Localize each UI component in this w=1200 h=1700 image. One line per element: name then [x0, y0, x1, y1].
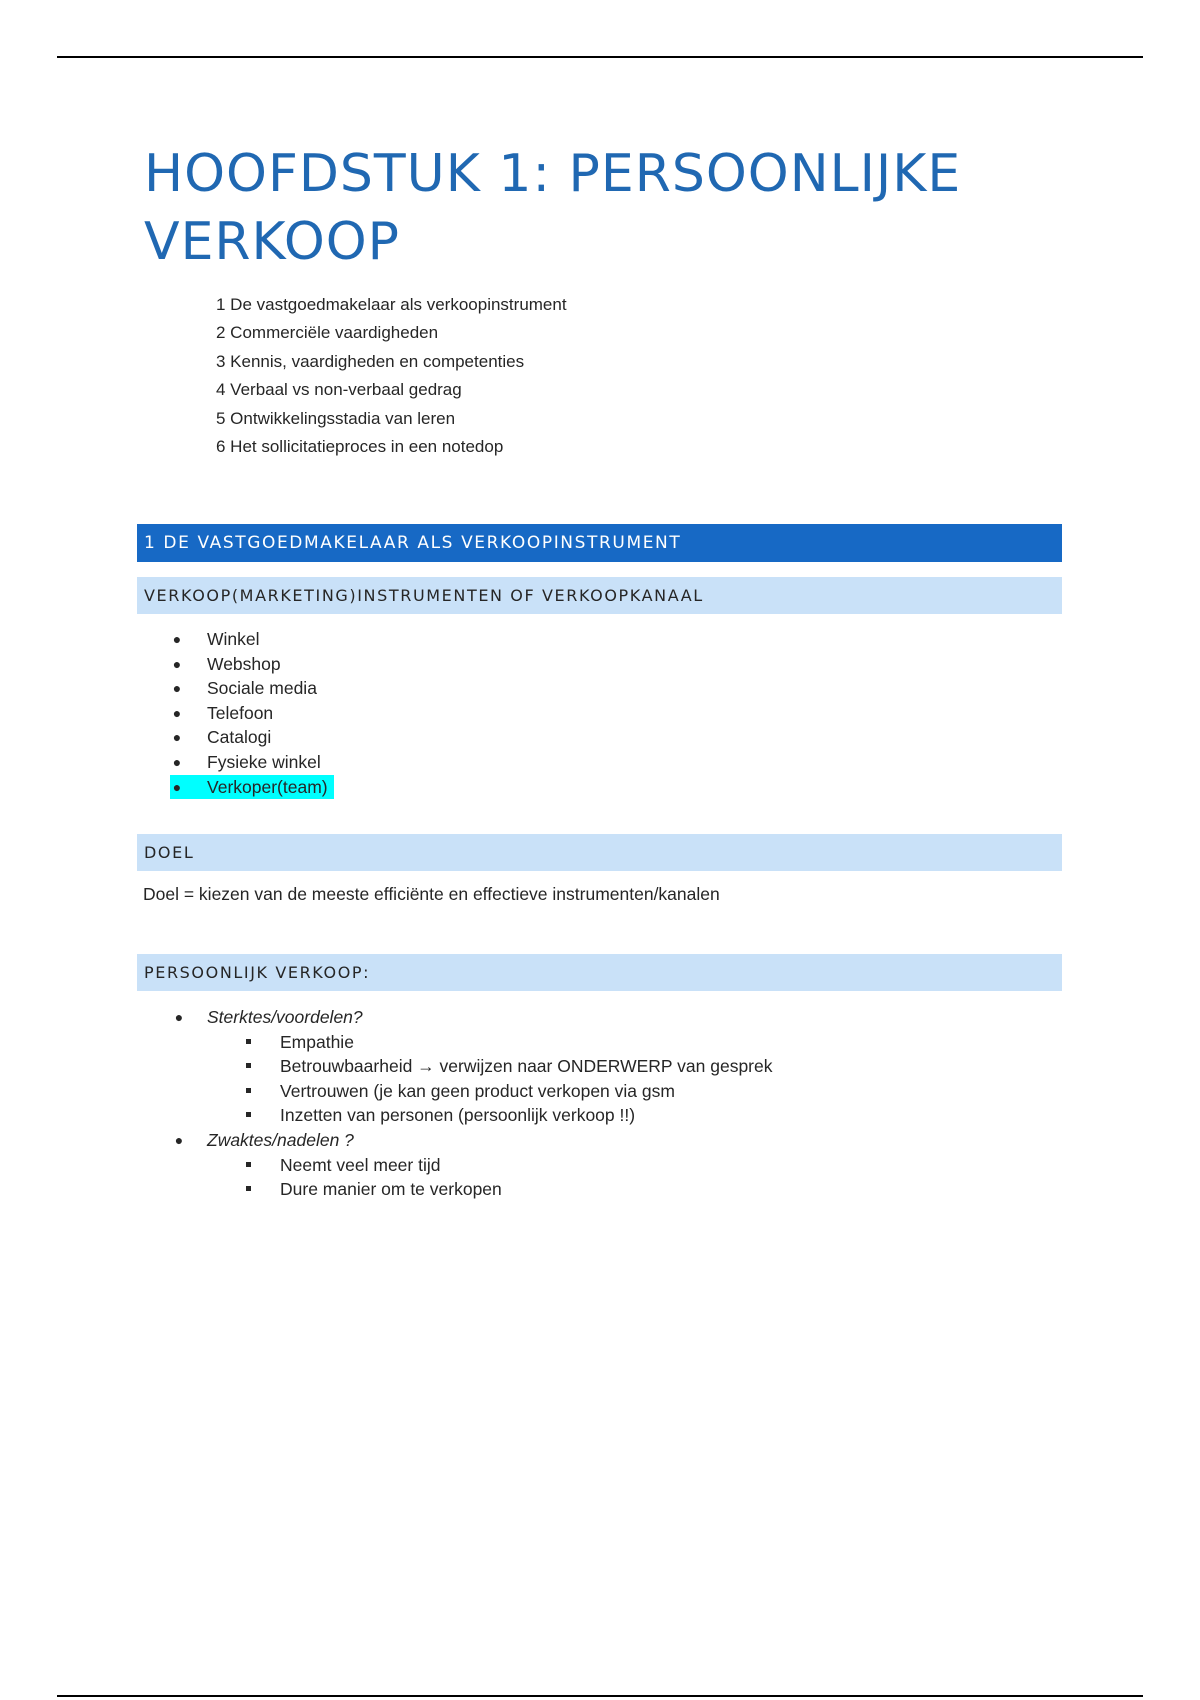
- highlighted-list-item: [170, 775, 334, 800]
- square-bullet-icon: [246, 1162, 251, 1167]
- page-bottom-rule: [57, 1695, 1143, 1697]
- list-item: [170, 725, 334, 750]
- list-item-text: Catalogi: [207, 727, 272, 748]
- toc-item: 2 Commerciële vaardigheden: [216, 323, 439, 343]
- kanalen-list: [170, 627, 334, 799]
- list-item: [170, 1005, 773, 1030]
- section-heading-1: 1 DE VASTGOEDMAKELAAR ALS VERKOOPINSTRUMENT: [137, 524, 1062, 562]
- list-item-text: Sociale media: [207, 678, 317, 699]
- page-top-rule: [57, 56, 1143, 58]
- table-of-contents: [216, 291, 567, 461]
- sterktes-group: [170, 1005, 773, 1128]
- sub-list-item-text: Vertrouwen (je kan geen product verkopen via gsm: [280, 1080, 675, 1101]
- sub-list-item: [170, 1054, 773, 1079]
- square-bullet-icon: [246, 1063, 251, 1068]
- list-item-text: Winkel: [207, 629, 260, 649]
- bullet-icon: ●: [172, 704, 182, 721]
- toc-item: 6 Het sollicitatieproces in een notedop: [216, 437, 504, 457]
- list-item-text: Telefoon: [207, 702, 274, 723]
- bullet-icon: ●: [172, 729, 182, 746]
- sub-list-item: [170, 1177, 773, 1202]
- list-item: [170, 750, 334, 775]
- sub-list-item: [170, 1153, 773, 1178]
- bullet-icon: ●: [174, 1131, 184, 1148]
- sub-list-item-text: Dure manier om te verkopen: [280, 1179, 502, 1200]
- sub-list-item: [170, 1079, 773, 1104]
- subheading-doel: DOEL: [137, 834, 1062, 871]
- subheading-kanalen: VERKOOP(MARKETING)INSTRUMENTEN OF VERKOOPKANAAL: [137, 577, 1062, 614]
- list-item: [170, 1128, 773, 1153]
- sub-list-item: [170, 1103, 773, 1128]
- square-bullet-icon: [246, 1039, 251, 1044]
- sub-list-item-text: Neemt veel meer tijd: [280, 1154, 441, 1175]
- bullet-icon: ●: [172, 631, 182, 647]
- list-item: [170, 627, 334, 652]
- bullet-icon: ●: [174, 1009, 184, 1025]
- subheading-persoonlijk-verkoop: PERSOONLIJK VERKOOP:: [137, 954, 1062, 991]
- zwaktes-sublist: [170, 1153, 773, 1202]
- bullet-icon: ●: [172, 753, 182, 770]
- sub-list-item-text: Inzetten van personen (persoonlijk verkoop !!): [280, 1105, 636, 1126]
- bullet-icon: ●: [172, 680, 182, 697]
- sterktes-label: Sterktes/voordelen?: [207, 1007, 363, 1027]
- square-bullet-icon: [246, 1088, 251, 1093]
- list-item-text: Webshop: [207, 653, 281, 674]
- list-item-text: Verkoper(team): [207, 776, 328, 797]
- toc-item: 4 Verbaal vs non-verbaal gedrag: [216, 380, 462, 400]
- zwaktes-group: [170, 1128, 773, 1202]
- list-item: [170, 652, 334, 677]
- persoonlijk-verkoop-list: [170, 1005, 773, 1202]
- sub-list-item-text: Empathie: [280, 1031, 354, 1052]
- list-item-text: Fysieke winkel: [207, 751, 321, 772]
- sterktes-sublist: [170, 1030, 773, 1128]
- square-bullet-icon: [246, 1186, 251, 1191]
- toc-item: 1 De vastgoedmakelaar als verkoopinstrument: [216, 295, 567, 314]
- sub-list-item: [170, 1030, 773, 1055]
- sub-list-item-text: Betrouwbaarheid → verwijzen naar ONDERWERP van gesprek: [280, 1056, 773, 1077]
- bullet-icon: ●: [172, 655, 182, 672]
- list-item: [170, 701, 334, 726]
- list-item: [170, 676, 334, 701]
- square-bullet-icon: [246, 1112, 251, 1117]
- bullet-icon: ●: [172, 778, 182, 795]
- toc-item: 5 Ontwikkelingsstadia van leren: [216, 408, 456, 428]
- page-title: HOOFDSTUK 1: PERSOONLIJKE VERKOOP: [144, 144, 962, 272]
- zwaktes-label: Zwaktes/nadelen ?: [207, 1129, 354, 1150]
- toc-item: 3 Kennis, vaardigheden en competenties: [216, 351, 525, 371]
- doel-paragraph: Doel = kiezen van de meeste efficiënte en effectieve instrumenten/kanalen: [143, 884, 720, 904]
